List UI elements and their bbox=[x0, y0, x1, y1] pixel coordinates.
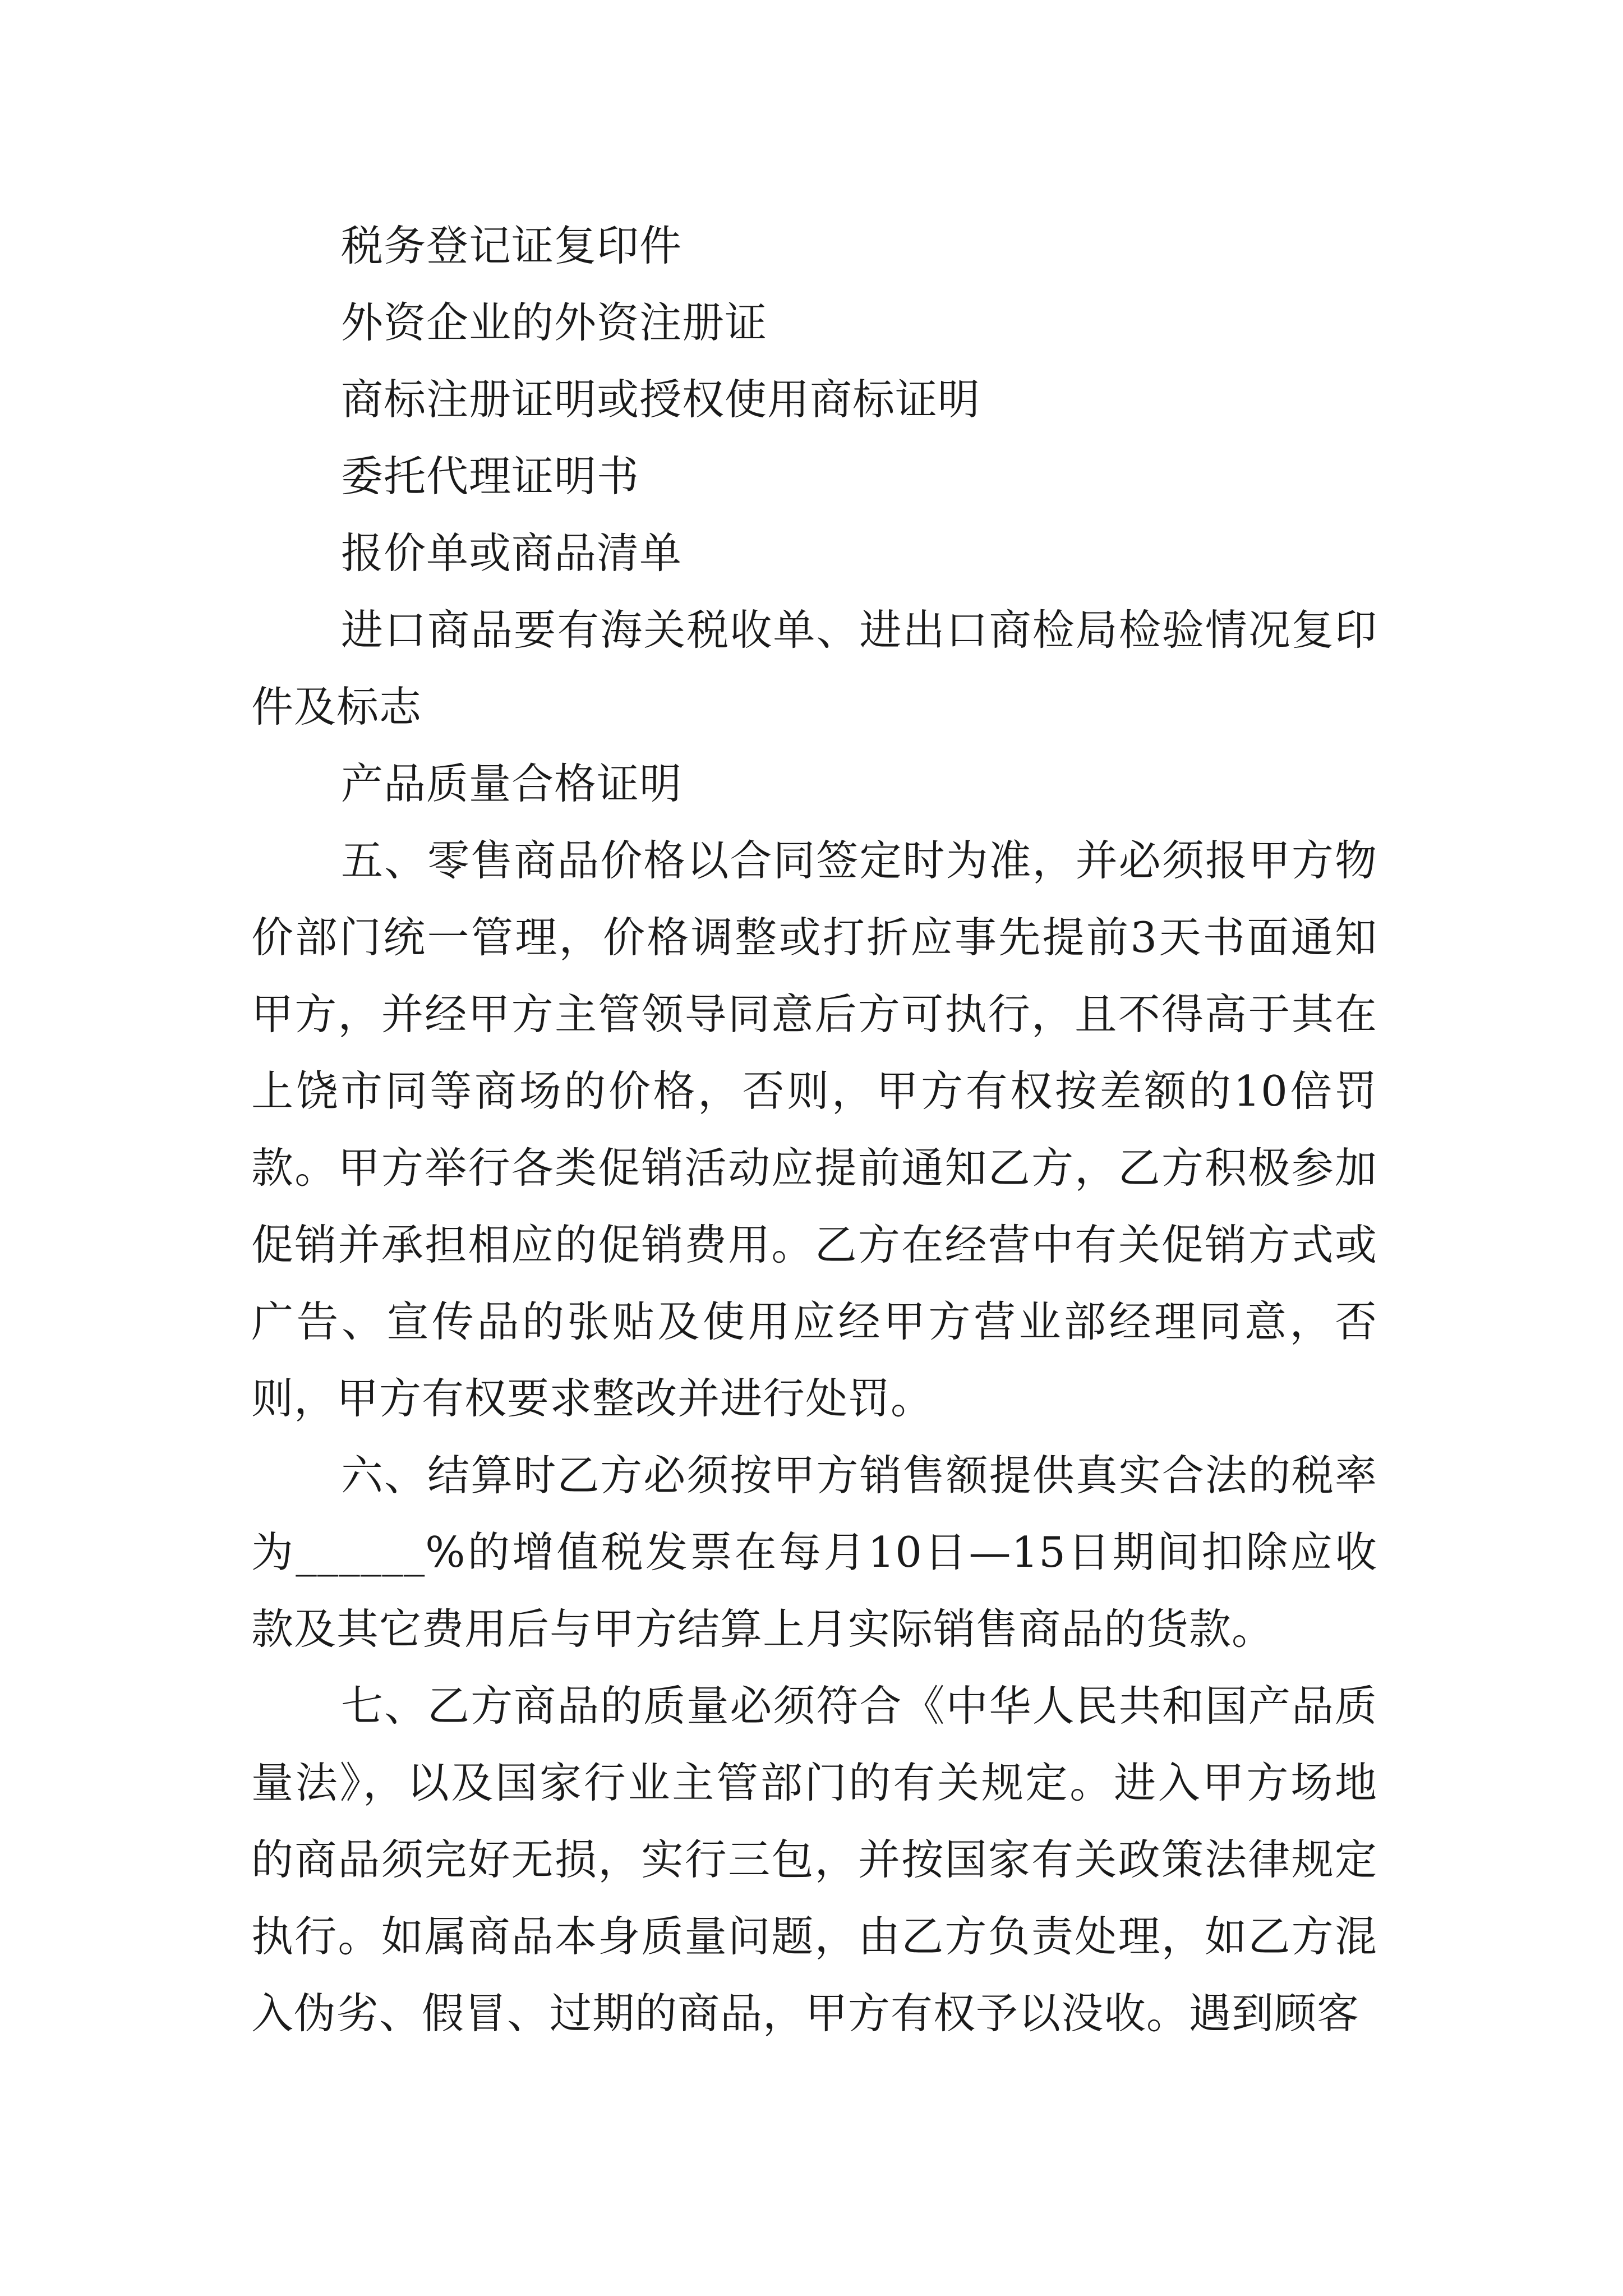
paragraph-clause-5-pricing: 五、零售商品价格以合同签定时为准，并必须报甲方物价部门统一管理，价格调整或打折应事先提前3天书面通知甲方，并经甲方主管领导同意后方可执行，且不得高于其在上饶市同等商场的价格，否则，甲方有权按差额的10倍罚款。甲方举行各类促销活动应提前通知乙方，乙方积极参加促销并承担相应的促销费用。乙方在经营中有关促销方式或广告、宣传品的张贴及使用应经甲方营业部经理同意，否则，甲方有权要求整改并进行处罚。 bbox=[251, 836, 1377, 1423]
document-body bbox=[251, 208, 1377, 2052]
paragraph-quality-certificate: 产品质量合格证明 bbox=[341, 759, 683, 808]
paragraph-foreign-capital-registration: 外资企业的外资注册证 bbox=[341, 298, 768, 347]
paragraph-clause-7-quality: 七、乙方商品的质量必须符合《中华人民共和国产品质量法》，以及国家行业主管部门的有关规定。进入甲方场地的商品须完好无损，实行三包，并按国家有关政策法律规定执行。如属商品本身质量问题，由乙方负责处理，如乙方混入伪劣、假冒、过期的商品，甲方有权予以没收。遇到顾客 bbox=[251, 1681, 1377, 2038]
paragraph-trademark-certificate: 商标注册证明或授权使用商标证明 bbox=[341, 375, 981, 424]
paragraph-import-documents: 进口商品要有海关税收单、进出口商检局检验情况复印件及标志 bbox=[251, 605, 1377, 731]
paragraph-clause-6-settlement: 六、结算时乙方必须按甲方销售额提供真实合法的税率为______%的增值税发票在每月10日—15日期间扣除应收款及其它费用后与甲方结算上月实际销售商品的货款。 bbox=[251, 1451, 1377, 1654]
paragraph-agency-certificate: 委托代理证明书 bbox=[341, 452, 640, 501]
paragraph-tax-registration: 税务登记证复印件 bbox=[341, 221, 683, 270]
paragraph-quotation-list: 报价单或商品清单 bbox=[341, 528, 683, 578]
